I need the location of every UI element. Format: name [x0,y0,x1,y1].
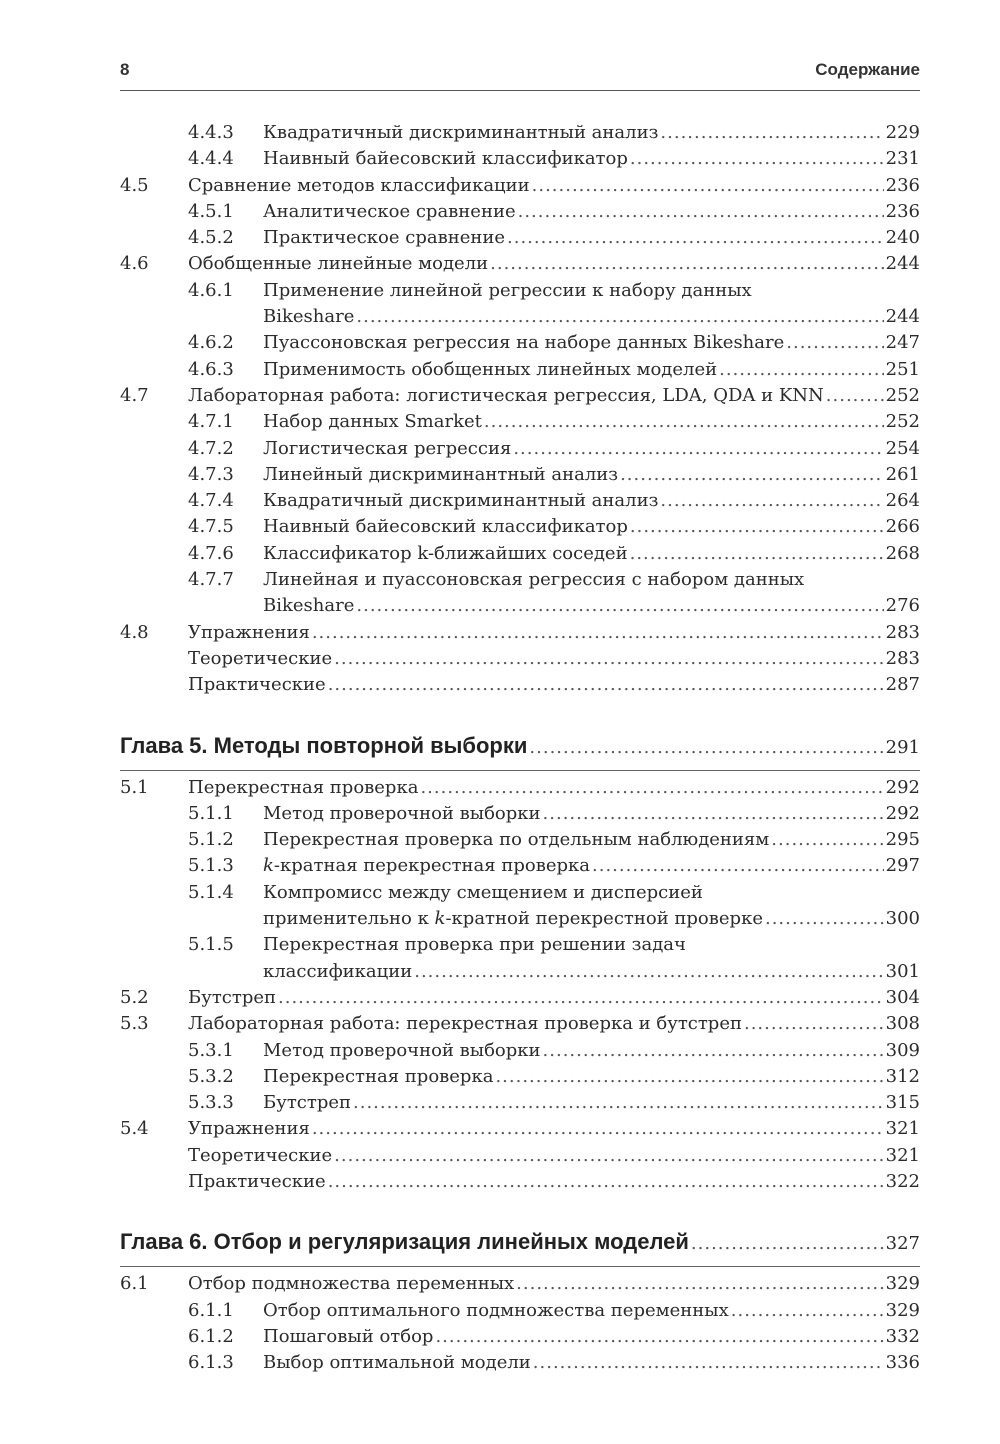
toc-entry [120,541,920,567]
toc-entry-leader [263,1350,920,1376]
toc-entry-title: Аналитическое сравнение [263,200,516,222]
toc-entry-number: 4.4.4 [188,148,234,170]
toc-entry-title: Квадратичный дискриминантный анализ [263,490,659,512]
running-section-title: Содержание [815,60,920,79]
toc-entry-title: Наивный байесовский классификатор [263,148,628,170]
toc-entry-number: 5.1 [120,776,149,798]
toc-entry-number: 6.1.1 [188,1299,234,1321]
toc-entry-leader [263,1064,920,1090]
toc-entry-title: Практические [188,1170,326,1192]
toc-entry-line [120,932,920,958]
toc-leader-dots [771,827,883,853]
toc-entry-title: Метод проверочной выборки [263,1039,541,1061]
toc-entry [120,488,920,514]
toc-leader-dots [495,1064,883,1090]
toc-entry-page: 329 [885,1299,920,1321]
toc-entry-page: 240 [885,227,920,249]
toc-entry-line [120,278,920,304]
toc-entry-number: 5.3 [120,1013,149,1035]
toc-entry [120,827,920,853]
toc-entry-number: 4.6.1 [188,279,234,301]
toc-entry-line [120,567,920,593]
toc-entry-title: Упражнения [188,1118,310,1140]
toc-entry [120,225,920,251]
toc-chapter-heading [120,717,920,775]
toc-entry-page: 332 [885,1325,920,1347]
toc-entry-number: 6.1 [120,1273,149,1295]
toc-entry-title: Метод проверочной выборки [263,802,541,824]
toc-entry-title: Пуассоновская регрессия на наборе данных Bikeshare [263,332,785,354]
toc-entry-page: 252 [885,411,920,433]
toc-entry-number: 5.3.1 [188,1039,234,1061]
toc-leader-dots [731,1298,884,1324]
toc-entry-page: 301 [885,960,920,982]
toc-entry-number: 4.8 [120,621,149,643]
toc-entry-title: Глава 6. Отбор и регуляризация линейных моделей [120,1229,689,1255]
toc-leader-dots [620,462,884,488]
toc-entry-number: 5.1.4 [188,881,234,903]
toc-entry-title: Линейный дискриминантный анализ [263,463,619,485]
toc-entry-page: 251 [885,358,920,380]
toc-entry-leader [263,801,920,827]
toc-leader-dots [334,1143,883,1169]
toc-entry-title: Теоретические [188,1144,333,1166]
toc-leader-dots [435,1324,883,1350]
toc-entry-leader [263,853,920,879]
toc-leader-dots [630,541,884,567]
toc-entry-title-line1: Перекрестная проверка при решении задач [263,934,686,956]
toc-entry [120,1143,920,1169]
toc-entry [120,1350,920,1376]
toc-chapter-heading [120,1213,920,1271]
toc-leader-dots [630,146,884,172]
toc-leader-dots [356,304,883,330]
toc-leader-dots [592,853,884,879]
chapter-rule [120,1266,920,1267]
toc-leader-dots [532,173,884,199]
toc-leader-dots [719,357,884,383]
toc-leader-dots [334,646,883,672]
toc-entry [120,173,920,199]
toc-entry [120,1271,920,1297]
toc-entry-number: 4.6.2 [188,332,234,354]
toc-entry [120,985,920,1011]
toc-leader-dots [660,120,883,146]
toc-entry-title: Лабораторная работа: перекрестная проверка и бутстреп [188,1013,742,1035]
toc-leader-dots [507,225,884,251]
toc-entry [120,853,920,879]
toc-entry-page: 297 [885,855,920,877]
toc-entry-number: 4.5.2 [188,227,234,249]
toc-entry-number: 4.7.2 [188,437,234,459]
toc-leader-dots [826,383,884,409]
toc-entry [120,646,920,672]
toc-entry-page: 295 [885,829,920,851]
toc-entry-page: 236 [885,200,920,222]
toc-entry-leader [188,646,920,672]
toc-entry-number: 5.3.3 [188,1092,234,1114]
toc-entry-number: 5.1.2 [188,829,234,851]
toc-entry-page: 304 [885,986,920,1008]
toc-entry-title: Классификатор k-ближайших соседей [263,542,628,564]
toc-entry-number: 5.1.1 [188,802,234,824]
toc-entry-title: Bikeshare [263,595,355,617]
toc-leader-dots [518,199,884,225]
toc-entry-leader [188,1011,920,1037]
toc-leader-dots [312,620,884,646]
toc-entry-page: 292 [885,802,920,824]
toc-entry-leader [263,199,920,225]
toc-entry-page: 329 [885,1273,920,1295]
header-rule [120,90,920,91]
toc-entry-line [120,959,920,985]
toc-entry-page: 312 [885,1065,920,1087]
toc-entry [120,409,920,435]
toc-entry-title: Отбор оптимального подмножества переменных [263,1299,729,1321]
toc-entry-number: 4.5.1 [188,200,234,222]
toc-leader-dots [353,1090,884,1116]
toc-entry-title: Теоретические [188,647,333,669]
toc-entry-number: 4.7.1 [188,411,234,433]
toc-entry-leader [263,436,920,462]
toc-entry-title-line1: Применение линейной регрессии к набору данных [263,279,752,301]
toc-entry [120,330,920,356]
toc-entry [120,146,920,172]
toc-entry-title: Обобщенные линейные модели [188,253,489,275]
toc-entry-leader [188,775,920,801]
toc-entry-page: 252 [885,384,920,406]
chapter-rule [120,770,920,771]
toc-entry-leader [263,409,920,435]
toc-entry [120,1169,920,1195]
toc-entry-number: 6.1.2 [188,1325,234,1347]
toc-entry-leader [188,1271,920,1297]
toc-entry-title: Глава 5. Методы повторной выборки [120,732,528,758]
toc-entry-number: 4.7.7 [188,569,234,591]
toc-entry-title: Применимость обобщенных линейных моделей [263,358,718,380]
toc-entry [120,514,920,540]
toc-entry-number: 4.7.6 [188,542,234,564]
toc-leader-dots [278,985,884,1011]
toc-entry [120,383,920,409]
toc-entry-page: 287 [885,674,920,696]
toc-entry-number: 5.1.3 [188,855,234,877]
toc-entry-leader [263,462,920,488]
toc-entry [120,199,920,225]
toc-leader-dots [660,488,883,514]
toc-entry-leader [120,731,920,763]
toc-entry-leader [188,251,920,277]
toc-leader-dots [543,1038,884,1064]
toc-entry-leader [263,1038,920,1064]
table-of-contents [120,120,920,1376]
toc-entry-number: 4.6.3 [188,358,234,380]
toc-entry [120,620,920,646]
toc-entry-page: 276 [885,595,920,617]
toc-entry-leader [263,120,920,146]
toc-entry-line [120,304,920,330]
toc-entry [120,436,920,462]
toc-entry-title: Отбор подмножества переменных [188,1273,515,1295]
toc-entry-number: 4.4.3 [188,122,234,143]
running-header [120,58,920,84]
toc-entry-leader [263,1324,920,1350]
toc-entry-leader [188,985,920,1011]
toc-entry-title: Упражнения [188,621,310,643]
toc-leader-dots [513,436,883,462]
toc-entry [120,1116,920,1142]
toc-entry-leader [263,225,920,251]
toc-entry [120,775,920,801]
toc-entry-title: Наивный байесовский классификатор [263,516,628,538]
toc-leader-dots [630,514,884,540]
italic-variable-k: k [263,855,274,877]
toc-entry-number: 4.6 [120,253,149,275]
toc-entry-title: применительно к k-кратной перекрестной проверке [263,908,763,930]
toc-leader-dots [328,672,884,698]
toc-entry-page: 231 [885,148,920,170]
toc-entry-number: 4.7 [120,384,149,406]
toc-entry-page: 300 [885,908,920,930]
toc-entry-page: 236 [885,174,920,196]
toc-entry-line [120,880,920,906]
toc-entry-line [120,906,920,932]
toc-leader-dots [356,593,883,619]
toc-entry [120,1090,920,1116]
toc-entry-page: 261 [885,463,920,485]
toc-entry-leader [263,330,920,356]
toc-entry-page: 283 [885,647,920,669]
toc-entry-leader [263,593,920,619]
toc-leader-dots [414,959,883,985]
toc-entry-leader [188,1116,920,1142]
toc-entry-leader [263,1298,920,1324]
toc-leader-dots [533,1350,884,1376]
toc-entry-leader [263,357,920,383]
toc-entry [120,462,920,488]
toc-entry [120,1298,920,1324]
toc-entry-page: 315 [885,1092,920,1114]
toc-entry-title: Bikeshare [263,306,355,328]
toc-entry-page: 229 [885,122,920,143]
toc-leader-dots [484,409,884,435]
toc-entry-title: k-кратная перекрестная проверка [263,855,591,877]
toc-entry-title: Перекрестная проверка [263,1065,494,1087]
toc-entry-title: Перекрестная проверка [188,776,419,798]
toc-entry-leader [263,827,920,853]
toc-entry-title: Практическое сравнение [263,227,506,249]
toc-leader-dots [490,251,884,277]
toc-entry-leader [263,959,920,985]
toc-entry-title: Логистическая регрессия [263,437,512,459]
toc-entry-title-line1: Компромисс между смещением и дисперсией [263,881,703,903]
toc-entry-leader [263,304,920,330]
toc-leader-dots [786,330,883,356]
toc-entry-leader [263,488,920,514]
toc-entry-page: 321 [885,1118,920,1140]
toc-leader-dots [691,1229,884,1259]
toc-entry-leader [263,906,920,932]
toc-leader-dots [420,775,883,801]
toc-entry-number: 5.3.2 [188,1065,234,1087]
toc-entry [120,1324,920,1350]
toc-entry-page: 244 [885,253,920,275]
toc-entry-leader [188,383,920,409]
toc-entry-page: 336 [885,1352,920,1374]
toc-entry-number: 4.7.4 [188,490,234,512]
toc-entry-title: Пошаговый отбор [263,1325,434,1347]
toc-entry-page: 283 [885,621,920,643]
toc-entry-number: 4.7.3 [188,463,234,485]
toc-entry-page: 266 [885,516,920,538]
toc-entry-leader [188,173,920,199]
toc-entry-leader [263,514,920,540]
toc-entry-title: Бутстреп [263,1092,351,1114]
toc-entry-leader [263,1090,920,1116]
toc-entry-number: 4.7.5 [188,516,234,538]
toc-entry-title: Квадратичный дискриминантный анализ [263,122,659,143]
italic-variable-k: k [434,908,446,930]
toc-entry-number: 4.5 [120,174,149,196]
toc-entry-leader [263,541,920,567]
toc-entry-page: 268 [885,542,920,564]
toc-entry [120,672,920,698]
toc-entry-leader [120,1227,920,1259]
toc-entry [120,120,920,146]
toc-entry-page: 292 [885,776,920,798]
toc-entry-page: 308 [885,1013,920,1035]
toc-entry-page: 309 [885,1039,920,1061]
toc-entry-page: 244 [885,306,920,328]
toc-entry-page: 321 [885,1144,920,1166]
toc-entry-title: Перекрестная проверка по отдельным наблюдениям [263,829,770,851]
toc-entry-page: 322 [885,1170,920,1192]
toc-entry [120,1038,920,1064]
toc-entry-title: классификации [263,960,413,982]
toc-entry-leader [188,672,920,698]
toc-entry [120,801,920,827]
toc-leader-dots [529,733,883,763]
toc-entry-page: 291 [885,736,920,758]
toc-entry-page: 327 [885,1233,920,1255]
toc-entry-page: 247 [885,332,920,354]
toc-entry [120,251,920,277]
toc-entry-number: 5.2 [120,986,149,1008]
toc-entry-number: 5.4 [120,1118,149,1140]
toc-entry-line [120,593,920,619]
toc-entry-leader [188,620,920,646]
toc-entry [120,1011,920,1037]
toc-entry [120,1064,920,1090]
toc-entry-title: Бутстреп [188,986,276,1008]
toc-entry-page: 254 [885,437,920,459]
toc-leader-dots [543,801,884,827]
toc-leader-dots [744,1011,884,1037]
toc-entry-title-line1: Линейная и пуассоновская регрессия с набором данных [263,569,805,591]
toc-leader-dots [328,1169,884,1195]
toc-entry-leader [188,1143,920,1169]
toc-entry-title: Практические [188,674,326,696]
toc-leader-dots [765,906,884,932]
toc-entry [120,357,920,383]
toc-entry-number: 6.1.3 [188,1352,234,1374]
page-number: 8 [120,60,130,79]
toc-entry-number: 5.1.5 [188,934,234,956]
toc-entry-leader [188,1169,920,1195]
toc-entry-title: Набор данных Smarket [263,411,482,433]
toc-leader-dots [312,1116,884,1142]
toc-entry-title: Лабораторная работа: логистическая регрессия, LDA, QDA и KNN [188,384,824,406]
toc-entry-leader [263,146,920,172]
toc-leader-dots [516,1271,883,1297]
toc-entry-page: 264 [885,490,920,512]
toc-entry-title: Выбор оптимальной модели [263,1352,531,1374]
toc-entry-title: Сравнение методов классификации [188,174,530,196]
